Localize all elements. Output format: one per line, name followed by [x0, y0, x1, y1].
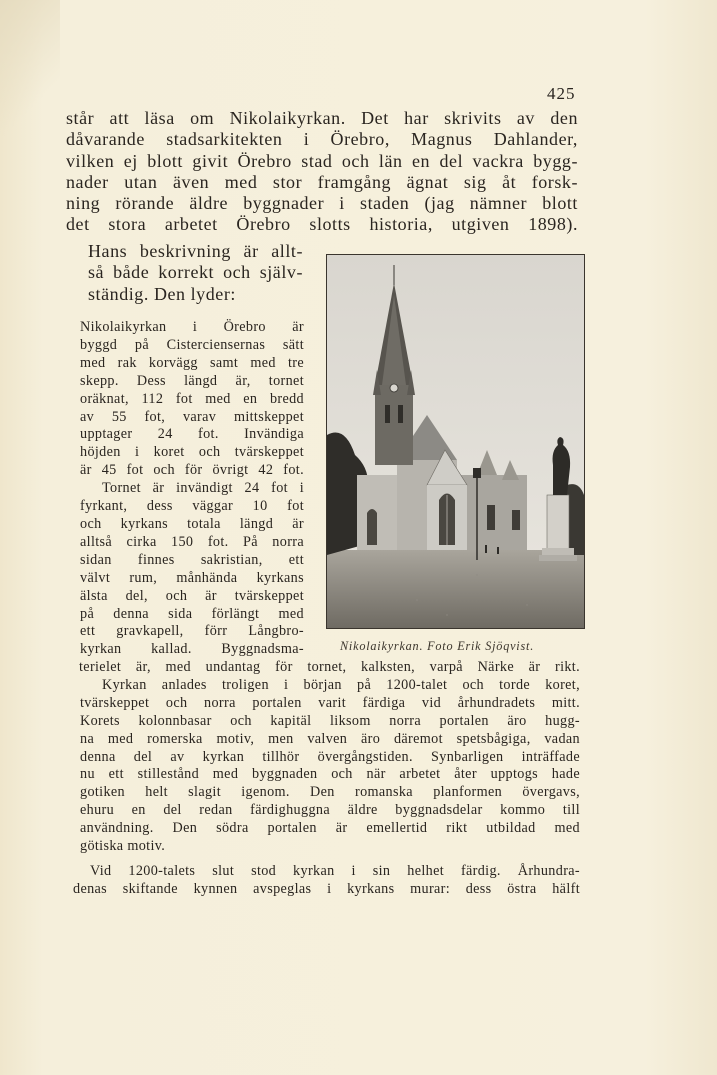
quote-line: fyrkant, dess väggar 10 fot — [80, 498, 304, 515]
intro-paragraph — [66, 108, 578, 236]
quote-line: oräknat, 112 fot med en bredd — [80, 390, 304, 407]
church-illustration — [327, 255, 584, 628]
quote-line: med rak korvägg samt med tre — [80, 354, 304, 371]
final-line: denas skiftande kynnen avspeglas i kyrkans murar: dess östra hälft — [73, 880, 580, 897]
quote-line: skepp. Dess längd är, tornet — [80, 372, 304, 389]
photo-caption: Nikolaikyrkan. Foto Erik Sjöqvist. — [340, 639, 535, 653]
final-paragraph — [73, 863, 580, 899]
quote-line: och kyrkans totala längd är — [80, 515, 304, 532]
history-line: götiska motiv. — [80, 838, 166, 855]
history-line: denna del av kyrkan tillhör övergångstiden. Synbarligen inträffade — [80, 748, 580, 765]
history-line: na med romerska motiv, men valven äro däremot spetsbågiga, vadan — [80, 730, 580, 747]
quote-line: höjden i koret och tvärskeppet — [80, 444, 304, 461]
quote-line: Tornet är invändigt 24 fot i — [102, 480, 304, 497]
history-line: användning. Den södra portalen är emellertid rikt utbildad med — [80, 820, 580, 837]
history-line: Korets kolonnbasar och kapitäl liksom norra portalen äro hugg- — [80, 712, 580, 729]
intro-line: det stora arbetet Örebro slotts historia, utgiven 1898). — [66, 214, 578, 235]
quote-line: kyrkan kallad. Byggnadsma- — [80, 641, 304, 658]
quote-line: ett gravkapell, förr Långbro- — [80, 623, 304, 640]
page-fold-shadow — [0, 0, 60, 140]
quote-line: alltså cirka 150 fot. På norra — [80, 533, 304, 550]
history-line: nu ett stillestånd med byggnaden och när arbetet åter upptogs hade — [80, 766, 580, 783]
history-line: ehuru en del redan färdighuggna äldre byggnadsdelar kommo till — [80, 802, 580, 819]
description-intro-line: så både korrekt och själv- — [88, 262, 303, 283]
quote-line: upptager 24 fot. Invändiga — [80, 426, 304, 443]
quote-line: älsta del, och är tvärskeppet — [80, 587, 304, 604]
quote-line: Nikolaikyrkan i Örebro är — [80, 319, 304, 335]
history-line: terielet är, med undantag för tornet, kalksten, varpå Närke är rikt. — [79, 659, 580, 675]
history-line: tvärskeppet och norra portalen varit färdiga vid århundradets mitt. — [80, 694, 580, 711]
page-number: 425 — [547, 84, 576, 103]
church-photograph — [326, 254, 585, 629]
intro-line: ning rörande äldre byggnader i staden (jag nämner blott — [66, 193, 578, 214]
description-intro-line: ständig. Den lyder: — [88, 283, 236, 304]
history-paragraph — [80, 659, 580, 856]
intro-line: nader utan även med stor framgång ägnat sig åt forsk- — [66, 171, 578, 192]
final-line: Vid 1200-talets slut stod kyrkan i sin helhet färdig. Århundra- — [90, 863, 580, 879]
quote-line: sidan finnes sakristian, ett — [80, 551, 304, 568]
description-intro-line: Hans beskrivning är allt- — [88, 241, 303, 261]
intro-line: vilken ej blott givit Örebro stad och län en del vackra bygg- — [66, 150, 578, 171]
quote-line: byggd på Cisterciensernas sätt — [80, 336, 304, 353]
intro-line: dåvarande stadsarkitekten i Örebro, Magnus Dahlander, — [66, 129, 578, 150]
intro-line: står att läsa om Nikolaikyrkan. Det har skrivits av den — [66, 108, 578, 128]
description-intro — [88, 241, 303, 305]
quote-line: är 45 fot och för övrigt 42 fot. — [80, 462, 304, 479]
quote-line: av 55 fot, varav mittskeppet — [80, 408, 304, 425]
quote-line: välvt rum, månhända kyrkans — [80, 569, 304, 586]
quotation-column — [80, 319, 304, 659]
quote-line: på denna sida förlängt med — [80, 605, 304, 622]
history-line: gotiken helt slagit igenom. Den romanska planformen övergavs, — [80, 784, 580, 801]
history-line: Kyrkan anlades troligen i början på 1200-talet och torde koret, — [102, 676, 580, 693]
